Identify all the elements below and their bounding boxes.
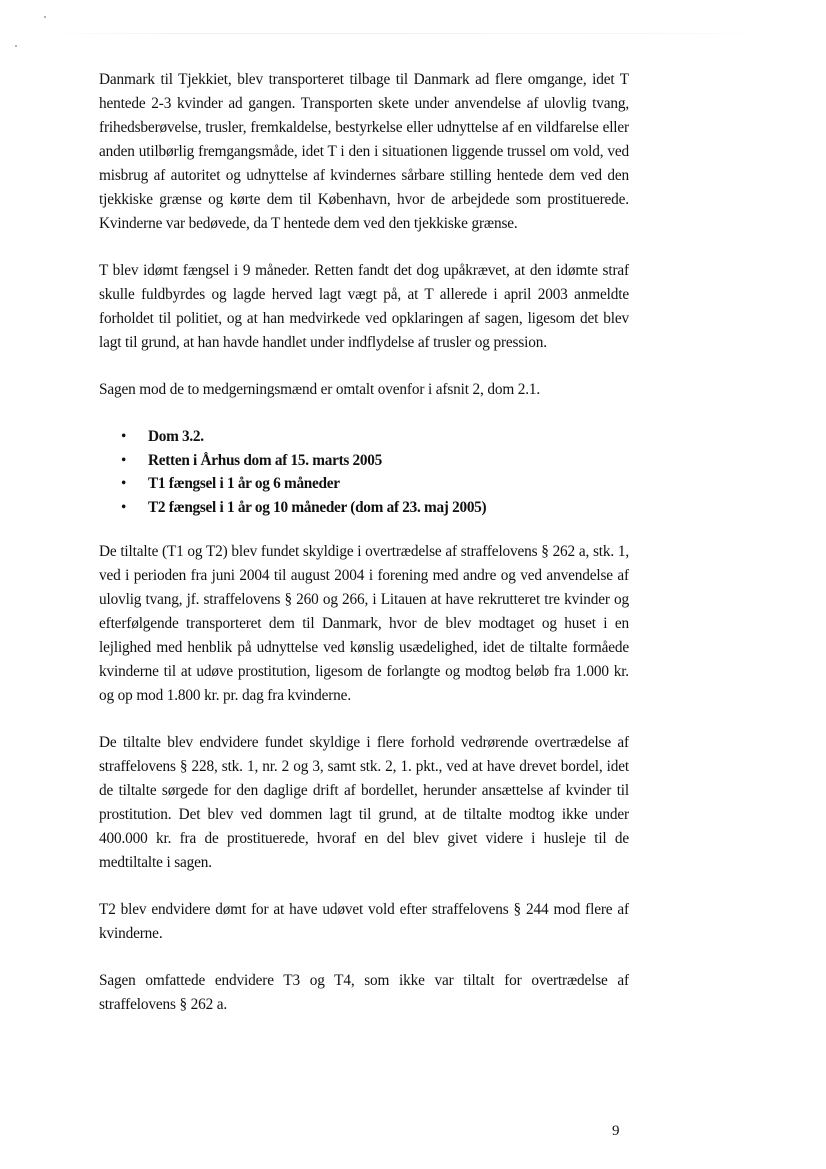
case-summary-list bbox=[99, 425, 629, 519]
paragraph-reference: Sagen mod de to medgerningsmænd er omtalt ovenfor i afsnit 2, dom 2.1. bbox=[99, 381, 541, 398]
list-item-court: • Retten i Århus dom af 15. marts 2005 bbox=[99, 449, 629, 473]
bullet-icon: • bbox=[121, 451, 127, 469]
list-item-sentence-t2: • T2 fængsel i 1 år og 10 måneder (dom af 23. maj 2005) bbox=[99, 496, 629, 520]
scan-artifact bbox=[15, 45, 17, 47]
scan-artifact bbox=[44, 16, 46, 18]
paragraph-co-defendants: Sagen omfattede endvidere T3 og T4, som ikke var tiltalt for overtrædelse af straffelovens § 262 a. bbox=[99, 972, 629, 1013]
bullet-icon: • bbox=[121, 498, 127, 516]
paragraph-charges-262a: De tiltalte (T1 og T2) blev fundet skyldige i overtrædelse af straffelovens § 262 a, stk. 1, ved i perioden fra juni 2004 til august 2004 i forening med andre og ved anvendelse af ulovlig tvang, jf. straffelovens § 260 og 266, i Litauen at have rekrutteret tre kvinder og efterfølgende transporteret dem til Danmark, hvor de blev modtaget og huset i en lejlighed med henblik på udnyttelse ved kønslig usædelighed, idet de tiltalte formåede kvinderne til at udøve prostitution, ligesom de forlangte og modtog beløb fra 1.000 kr. og op mod 1.800 kr. pr. dag fra kvinderne. bbox=[99, 543, 629, 704]
bullet-icon: • bbox=[121, 428, 127, 445]
page-body bbox=[99, 68, 629, 1040]
scan-edge-shadow bbox=[40, 33, 780, 34]
paragraph-sentence-t: T blev idømt fængsel i 9 måneder. Retten fandt det dog upåkrævet, at den idømte straf skulle fuldbyrdes og lagde herved lagt vægt på, at T allerede i april 2003 anmeldte forholdet til politiet, og at han medvirkede ved opklaringen af sagen, ligesom det blev lagt til grund, at han havde handlet under indflydelse af trusler og pression. bbox=[99, 262, 629, 351]
paragraph-violence-244: T2 blev endvidere dømt for at have udøvet vold efter straffelovens § 244 mod flere af kvinderne. bbox=[99, 901, 629, 942]
list-item-case-number: • Dom 3.2. bbox=[99, 425, 629, 449]
bullet-icon: • bbox=[121, 475, 127, 492]
paragraph-transport-description: Danmark til Tjekkiet, blev transporteret tilbage til Danmark ad flere omgange, idet T hentede 2-3 kvinder ad gangen. Transporten skete under anvendelse af ulovlig tvang, frihedsberøvelse, trusler, fremkaldelse, bestyrkelse eller udnyttelse af en vildfarelse eller anden utilbørlig fremgangsmåde, idet T i den i situationen liggende trussel om vold, ved misbrug af autoritet og udnyttelse af kvindernes sårbare stilling hentede dem ved den tjekkiske grænse og kørte dem til København, hvor de arbejdede som prostituerede. Kvinderne var bedøvede, da T hentede dem ved den tjekkiske grænse. bbox=[99, 71, 629, 232]
paragraph-charges-228: De tiltalte blev endvidere fundet skyldige i flere forhold vedrørende overtrædelse af straffelovens § 228, stk. 1, nr. 2 og 3, samt stk. 2, 1. pkt., ved at have drevet bordel, idet de tiltalte sørgede for den daglige drift af bordellet, herunder ansættelse af kvinder til prostitution. Det blev ved dommen lagt til grund, at de tiltalte modtog ikke under 400.000 kr. fra de prostituerede, hvoraf en del blev givet videre i husleje til de medtiltalte i sagen. bbox=[99, 734, 629, 871]
page-number: 9 bbox=[612, 1123, 620, 1139]
list-item-sentence-t1: • T1 fængsel i 1 år og 6 måneder bbox=[99, 472, 629, 496]
